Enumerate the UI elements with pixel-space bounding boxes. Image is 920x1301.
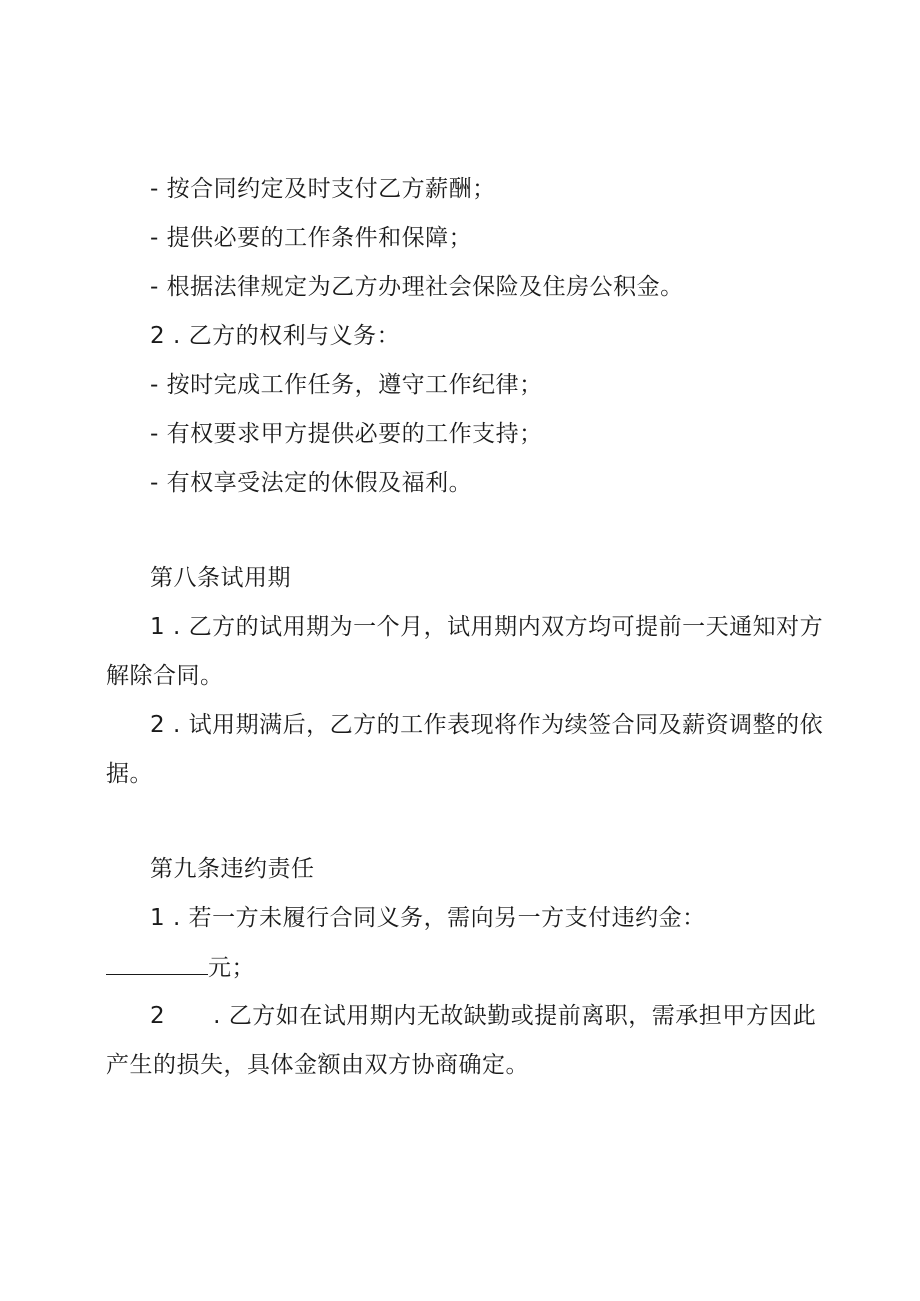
employee-duty-line-2: - 有权要求甲方提供必要的工作支持； — [150, 421, 543, 447]
section-9-item-1-line-1: 1 . 若一方未履行合同义务，需向另一方支付违约金： — [150, 905, 706, 931]
section-8-item-2-line-1: 2 . 试用期满后，乙方的工作表现将作为续签合同及薪资调整的依 — [150, 712, 824, 738]
section-9-item-2-number: 2 — [150, 1003, 166, 1029]
section-9-item-2-line-1 — [150, 1001, 816, 1031]
employer-duty-line-1: - 按合同约定及时支付乙方薪酬； — [150, 176, 496, 202]
section-8-item-1-line-1: 1 . 乙方的试用期为一个月，试用期内双方均可提前一天通知对方 — [150, 614, 824, 640]
penalty-amount-blank — [106, 952, 208, 975]
employer-duty-line-2: - 提供必要的工作条件和保障； — [150, 225, 473, 251]
penalty-unit: 元； — [208, 955, 255, 981]
section-8-item-1-line-2: 解除合同。 — [106, 663, 224, 689]
employee-rights-heading: 2 . 乙方的权利与义务： — [150, 323, 401, 349]
section-9-item-2-text: . 乙方如在试用期内无故缺勤或提前离职，需承担甲方因此 — [213, 1003, 817, 1029]
section-8-item-2-line-2: 据。 — [106, 761, 153, 787]
section-8-title: 第八条试用期 — [150, 565, 291, 591]
section-9-item-2-line-2: 产生的损失，具体金额由双方协商确定。 — [106, 1052, 529, 1078]
section-9-item-1-line-2 — [106, 952, 255, 983]
employee-duty-line-1: - 按时完成工作任务，遵守工作纪律； — [150, 372, 543, 398]
employer-duty-line-3: - 根据法律规定为乙方办理社会保险及住房公积金。 — [150, 274, 684, 300]
employee-duty-line-3: - 有权享受法定的休假及福利。 — [150, 470, 473, 496]
section-9-title: 第九条违约责任 — [150, 856, 315, 882]
